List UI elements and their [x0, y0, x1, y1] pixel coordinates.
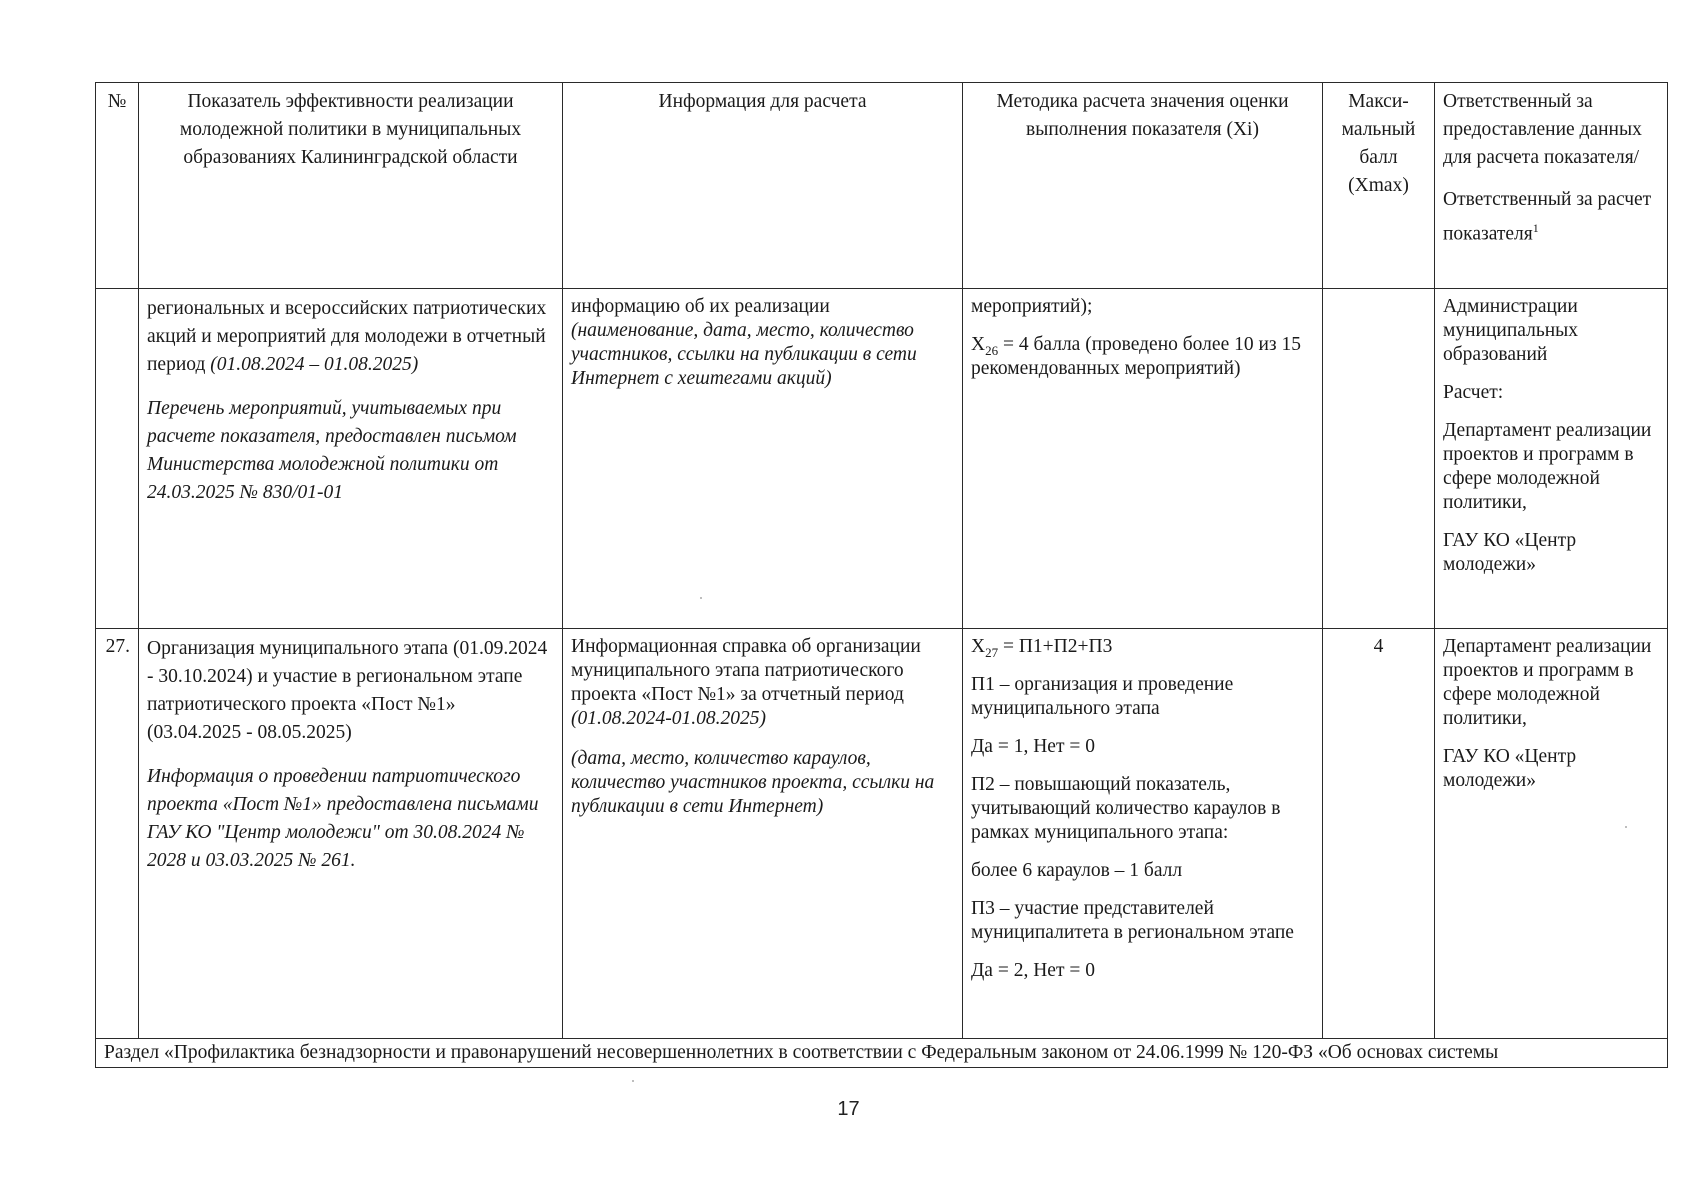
row2-info-period: (01.08.2024-01.08.2025)	[571, 708, 766, 729]
row2-method-formula-wrap	[971, 635, 1314, 659]
header-responsible-calc: Ответственный за расчет показателя	[1443, 189, 1652, 245]
row1-resp-calc-label: Расчет:	[1443, 382, 1504, 403]
header-indicator: Показатель эффективности реализации молодежной политики в муниципальных образованиях Калининградской области	[139, 83, 563, 289]
row2-method-p1-values: Да = 1, Нет = 0	[971, 736, 1095, 757]
header-method: Методика расчета значения оценки выполнения показателя (Xi)	[963, 83, 1323, 289]
row2-responsible	[1435, 629, 1668, 1039]
row2-method-p3-values: Да = 2, Нет = 0	[971, 960, 1095, 981]
row1-indicator-text: региональных и всероссийских патриотических акций и мероприятий для молодежи в отчетный период	[147, 298, 547, 375]
row1-method-x: X	[971, 334, 986, 355]
footnote-marker: 1	[1532, 221, 1539, 235]
row1-method-sub: 26	[985, 342, 999, 358]
row2-indicator-text: Организация муниципального этапа (01.09.2024 - 30.10.2024) и участие в региональном этапе патриотического проекта «Пост №1» (03.04.2025 - 08.05.2025)	[147, 638, 548, 743]
scan-speck	[1625, 826, 1627, 828]
row1-method	[963, 289, 1323, 629]
row2-resp-2: ГАУ КО «Центр молодежи»	[1443, 746, 1577, 791]
row1-resp-calc-1: Департамент реализации проектов и программ в сфере молодежной политики,	[1443, 420, 1652, 513]
row1-method-line1: мероприятий);	[971, 296, 1093, 317]
header-responsible-calc-wrap	[1443, 186, 1659, 249]
header-info: Информация для расчета	[563, 83, 963, 289]
row1-max	[1323, 289, 1435, 629]
row1-resp-provide: Администрации муниципальных образований	[1443, 296, 1579, 365]
row1-responsible	[1435, 289, 1668, 629]
row2-method	[963, 629, 1323, 1039]
row1-method-line2-wrap	[971, 333, 1314, 381]
section-title: Раздел «Профилактика безнадзорности и правонарушений несовершеннолетних в соответствии с Федеральным законом от 24.06.1999 № 120-ФЗ «Об основах системы	[96, 1039, 1668, 1068]
header-responsible	[1435, 83, 1668, 289]
row2-info	[563, 629, 963, 1039]
row1-info-italic: (наименование, дата, место, количество участников, ссылки на публикации в сети Интернет с хештегами акций)	[571, 320, 917, 389]
row2-num: 27.	[96, 629, 139, 1039]
row1-info-text: информацию об их реализации	[571, 296, 830, 317]
row2-method-p3: П3 – участие представителей муниципалитета в региональном этапе	[971, 898, 1294, 943]
row2-resp-1: Департамент реализации проектов и программ в сфере молодежной политики,	[1443, 636, 1652, 729]
table-row	[96, 629, 1668, 1039]
page-number: 17	[837, 1098, 860, 1120]
row2-method-formula: = П1+П2+П3	[998, 636, 1113, 657]
row2-method-x: X	[971, 636, 986, 657]
row2-method-p2: П2 – повышающий показатель, учитывающий количество караулов в рамках муниципального этапа:	[971, 774, 1281, 843]
table-header-row	[96, 83, 1668, 289]
row1-method-line2: = 4 балла (проведено более 10 из 15 рекомендованных мероприятий)	[971, 334, 1301, 379]
row1-indicator	[139, 289, 563, 629]
indicators-table	[95, 82, 1668, 1068]
row2-method-p1: П1 – организация и проведение муниципального этапа	[971, 674, 1234, 719]
scan-speck	[700, 597, 702, 599]
row1-info	[563, 289, 963, 629]
row1-indicator-note: Перечень мероприятий, учитываемых при расчете показателя, предоставлен письмом Министерства молодежной политики от 24.03.2025 № 830/01-01	[147, 398, 517, 503]
row2-info-text: Информационная справка об организации муниципального этапа патриотического проекта «Пост №1» за отчетный период	[571, 636, 921, 705]
row2-info-text-wrap	[571, 635, 954, 731]
row2-indicator-note: Информация о проведении патриотического проекта «Пост №1» предоставлена письмами ГАУ КО "Центр молодежи" от 30.08.2024 № 2028 и 03.03.2025 № 261.	[147, 766, 539, 871]
row2-indicator	[139, 629, 563, 1039]
section-row	[96, 1039, 1668, 1068]
header-num: №	[96, 83, 139, 289]
row1-num	[96, 289, 139, 629]
row1-indicator-period: (01.08.2024 – 01.08.2025)	[210, 354, 419, 375]
row1-indicator-text-wrap	[147, 295, 554, 379]
row1-resp-calc-2: ГАУ КО «Центр молодежи»	[1443, 530, 1577, 575]
header-responsible-provide: Ответственный за предоставление данных для расчета показателя/	[1443, 91, 1642, 168]
table-row	[96, 289, 1668, 629]
row2-method-p2-values: более 6 караулов – 1 балл	[971, 860, 1183, 881]
row2-max: 4	[1323, 629, 1435, 1039]
header-max: Макси-мальный балл (Xmax)	[1323, 83, 1435, 289]
row2-info-italic: (дата, место, количество караулов, количество участников проекта, ссылки на публикации в сети Интернет)	[571, 748, 935, 817]
scan-speck	[632, 1080, 634, 1082]
row2-method-sub: 27	[985, 644, 999, 660]
